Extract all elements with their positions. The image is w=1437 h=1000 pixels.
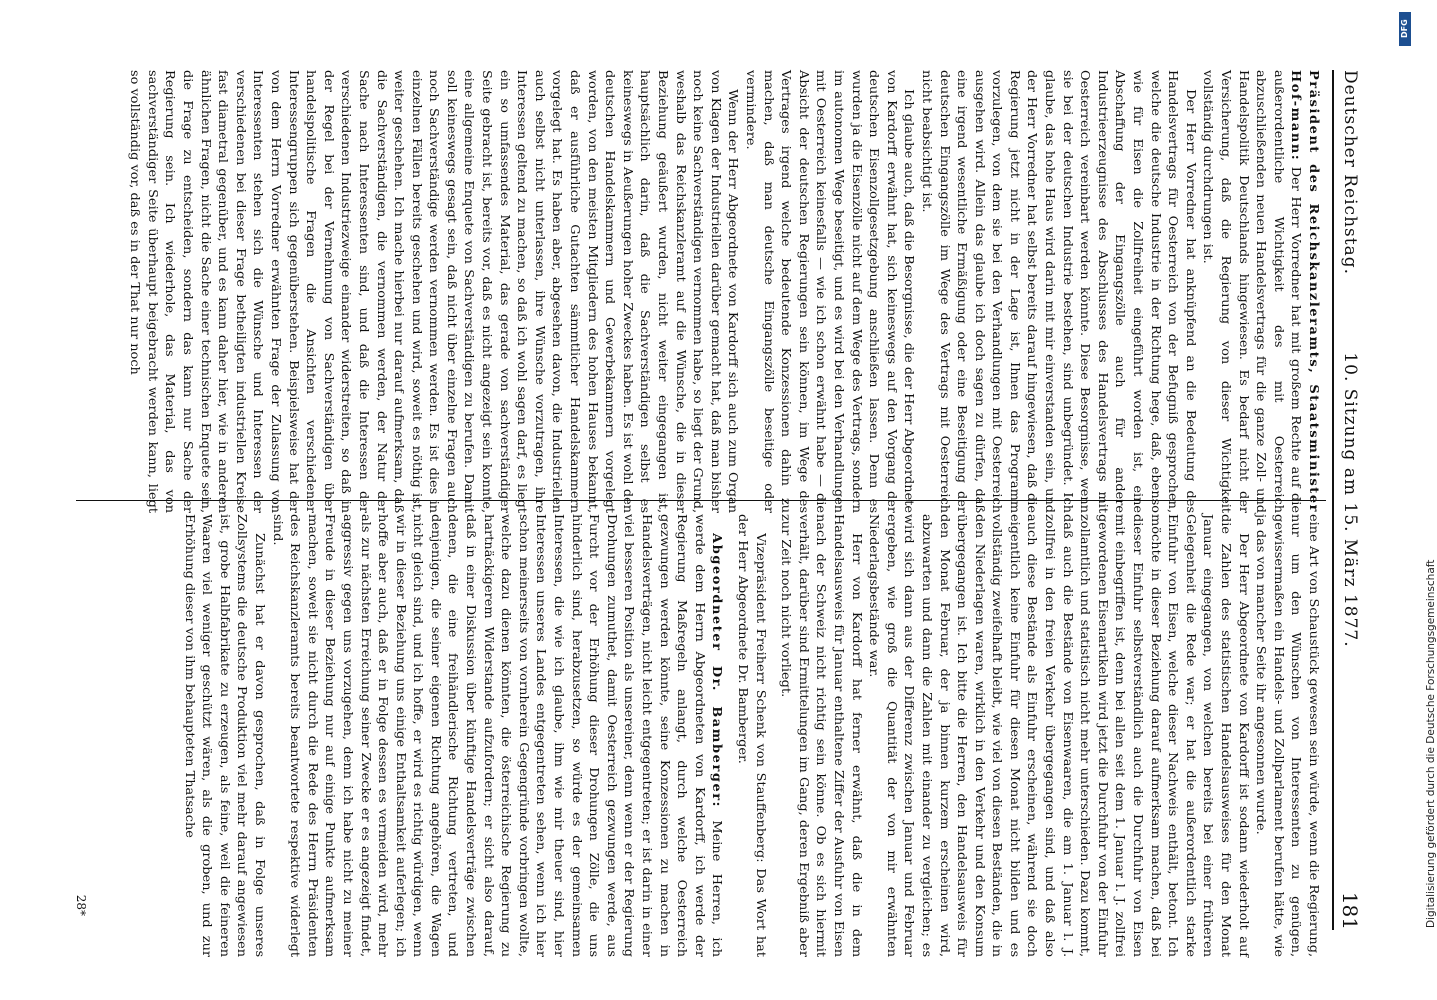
paragraph-text: Ich glaube auch, daß die Besorgnisse, die der Herr Abgeordnete von Kardorff erwähnt hat, sich keineswegs auf den Vorgang der deutschen Eisenzollgesetzgebung anschließen lassen. Denn es wurden ja die Eisenzölle nicht auf dem Wege des Vertrags, sondern im autonomen Wege beseitigt, und es wird bei den Verhandlungen mit Oesterreich keinesfalls — wie ich schon erwähnt habe — die Absicht der deutschen Regierungen sein können, im Wege des Vertrages irgend welche bedeutende Konzessionen dahin zu machen, daß man deutsche Eingangszölle beseitige oder vermindere.: [744, 70, 917, 514]
paragraph: [268, 514, 725, 957]
paragraph-text: Wenn der Herr Abgeordnete von Kardorff sich auch zum Organ von Klagen der Industriellen darüber gemacht hat, daß man bisher noch keine Sachverständigen vernommen habe, so liegt der Grund, weshalb das Reichskanzleramt auf die Wünsche, die in dieser Beziehung geäußert wurden, nicht weiter eingegangen ist, hauptsächlich darin, daß die Sachverständigen selbst es keineswegs in Aeußerungen hoher Zweckes haben. Es ist wohl den deutschen Handelskammern und Gewerbekammern vorgelegt worden, von den meisten Mitgliedern des hohen Hauses bekannt, daß er ausführliche Gutachten sämmtlicher Handelskammern vorgelegt hat. Es haben aber, abgesehen davon, die Industriellen auch selbst nicht unterlassen, ihre Wünsche vorzutragen, ihre Interessen geltend zu machen, so daß ich wohl sagen darf, es liegt ein so umfassendes Material, das gerade von sachverständiger Seite gebracht ist, bereits vor, daß es nicht angezeigt sein konnte, eine allgemeine Enquete von Sachverständigen zu berufen. Damit soll keineswegs gesagt sein, daß nicht über einzelne Fragen auch noch Sachverständige werden vernommen werden. Es ist dies in einzelnen Fällen bereits geschehen und wird, soweit es nöthig ist, weiter geschehen. Ich mache hierbei nur darauf aufmerksam, daß die Sachverständigen, die vernommen werden, der Natur der Sache nach Interessenten sind, und daß die Interessen der verschiedenen Industriezweige einander widerstreiten, so daß in der Regel bei der Vernehmung von Sachverständigen über handelspolitische Fragen die Ansichten verschiedener Interessengruppen sich gegenüberstehen. Beispielsweise hat der von dem Herrn Vorredner erwähnten Frage der Zulassung von Interessenten stehen sich die Wünsche und Interessen der verschiedenen bei dieser Frage betheiligten industriellen Kreise fast diametral gegenüber, und es kann daher hier, wie in anderen ähnlichen Fragen, nicht die Sache einer technischen Enquete sein, die Frage zu entscheiden, sondern das kann nur Sache der Regierung sein. Ich wiederhole, das Material, das von sachverständiger Seite überhaupt beigebracht werden kann, liegt so vollständig vor, daß es in der That nur noch: [128, 70, 741, 514]
column-divider: [76, 500, 1326, 501]
header-session: 10. Sitzung am 15. März 1877.: [1340, 352, 1360, 648]
paragraph: [126, 70, 742, 513]
right-column: [82, 514, 1322, 957]
paragraph: [917, 70, 1199, 513]
spacer: [769, 514, 777, 957]
paragraph-text: Herr von Kardorff hat ferner erwähnt, daß die in dem Handelsausweis für Januar enthaltene Ziffer der Ausfuhr von Eisen nach der Schweiz nicht richtig sein könne. Ob es sich hiermit verhält, darüber sind Ermittelungen im Gang, deren Ergebniß aber zur Zeit noch nicht vorliegt.: [779, 514, 864, 958]
paragraph: [1199, 70, 1322, 513]
speaker-name: Abgeordneter Dr. Bamberger:: [710, 533, 725, 809]
paragraph-text: Der Herr Vorredner hat anknüpfend an die Bedeutung des Handelsvertrags für Oesterreich von der Befugniß gesprochen, welche die deutsche Industrie in der Richtung hege, daß, ebenso wie für Eisen die Zollfreiheit eingeführt worden ist, eine Abschaffung der Eingangszölle auch für andere Industrieerzeugnisse des Abschlusses des Handelsvertrags mit Oesterreich vereinbart werden könnte. Diese Besorgnisse, wenn sie bei der deutschen Industrie bestehen, sind unbegründet. Ich glaube, das hohe Haus wird darin mit mir einverstanden sein, und der Herr Vorredner hat selbst bereits darauf hingewiesen, daß die Regierung jetzt nicht in der Lage ist, Ihnen das Programm vorzulegen, von dem sie bei den Verhandlungen mit Oesterreich ausgehen wird. Allein das glaube ich doch sagen zu dürfen, daß eine irgend wesentliche Ermäßigung oder eine Beseitigung der deutschen Eingangszölle im Wege des Vertrags mit Oesterreich nicht beabsichtigt ist.: [919, 70, 1198, 514]
paragraph: [777, 514, 865, 957]
signature-mark: 28*: [74, 894, 88, 916]
paragraph-text: Der Herr Vorredner hat mit großem Rechte auf die außerordentliche Wichtigkeit des mit Oesterreich abzuschließenden neuen Handelsvertrags für die ganze Zoll- und Handelspolitik Deutschlands hingewiesen. Es bedarf nicht der Versicherung, daß die Regierung von dieser Wichtigkeit vollständig durchdrungen ist.: [1201, 70, 1304, 514]
paragraph: [733, 514, 768, 957]
digitization-credit: [1395, 8, 1437, 992]
paragraph-text: Der Herr Abgeordnete von Kardorff ist sodann wiederholt auf die Zahlen des statistischen Handelsausweises für den Monat Januar eingegangen, von welchen bereits bei einer früheren Gelegenheit die Rede war; er hat die außerordentlich starke Einfuhr von Eisen, welche dieser Nachweis enthält, betont. Ich möchte in dieser Beziehung darauf aufmerksam machen, daß bei dieser Einfuhr selbstverständlich auch die Durchfuhr von Eisen mit einbegriffen ist, denn bei allen seit dem 1. Januar l. J. zollfrei gewordenen Eisenartikeln wird jetzt die Durchfuhr von der Einfuhr zollamtlich und statistisch nicht mehr unterschieden. Dazu kommt, daß auch die Bestände von Eisenwaaren, die am 1. Januar l. J. zollfrei in den freien Verkehr übergegangen sind, und daß also auch diese Bestände als Einfuhr erscheinen, während sie doch eigentlich keine Einfuhr für diesen Monat nicht bilden und es vollständig zweifelhaft bleibt, wie viel von diesen Beständen, die in den Niederlagen waren, wirklich in den Verkehr und den Konsum übergegangen ist. Ich bitte die Herren, den Handelsausweis für den Monat Februar, der ja binnen kurzem erscheinen wird, abzuwarten und dann die Zahlen mit einander zu vergleichen; es wird sich dann aus der Differenz zwischen Januar und Februar ergeben, wie groß die Quantität der von mir erwähnten Niederlagsbestände war.: [867, 514, 1251, 958]
left-column: [82, 70, 1322, 513]
paragraph-text: Meine Herren, ich werde dem Herrn Abgeordneten von Kardorff, ich werde der Regierung Maßregeln anlangt, durch welche Oesterreich gezwungen werden könnte, seine Konzessionen zu machen in Handelsverträgen, nicht leicht entgegentreten; er ist darin in einer viel besseren Position als unsereiner, denn wenn er der Regierung Drohungen zumuthet, damit Oesterreich gezwungen werde, aus Furcht vor der Erhöhung dieser Drohungen Zölle, die uns hinderlich sind, herabzusetzen, so würde es der gemeinsamen Interessen, die wie ich glaube, ihm wie mir theuer sind, hier Interessen unseres Landes entgegentreten sehen, wenn ich hier schon meinerseits von vornherein Gegengründe vorbringen wollte, welche dazu dienen könnten, die österreichische Regierung zu hartnäckigerem Widerstande aufzufordern; er sicht also darauf, daß in einer Diskussion über künftige Handelsverträge zwischen denen, die eine freihändlerische Richtung vertreten, und denjenigen, die seiner eigenen Richtung angehören, die Wagen nicht gleich sind, und ich hoffe, er wird es richtig würdigen, wenn wir in dieser Beziehung uns einige Enthaltsamkeit auferlegen; ich hoffe aber auch, daß er in Folge dessen es vermeiden wird, mehr als zur nächsten Erreichung seiner Zwecke er es angezeigt findet, aggressiv gegen uns vorzugehen, denn ich habe nicht zu meiner Freude in dieser Beziehung nur auf einige Punkte aufmerksam machen, soweit sie nicht durch die Rede des Herrn Präsidenten des Reichskanzleramts bereits beantwortete respektive widerlegt sind.: [270, 514, 725, 958]
paragraph-text: Zunächst hat er davon gesprochen, daß in Folge unseres Zollsystems die deutsche Produktion viel mehr darauf angewiesen ist, grobe Halbfabrikate zu erzeugen, als feine, weil die feineren Waaren viel weniger geschützt wären, als die groben, und zur Erhöhung dieser von ihm behaupteten Thatsache: [182, 514, 267, 958]
paragraph-text: Vizepräsident Freiherr Schenk von Stauffenberg: Das Wort hat der Herr Abgeordnete Dr. Bamberger.: [736, 514, 768, 958]
spacer: [725, 514, 733, 957]
document-page: [46, 30, 1386, 970]
speaker-name: Präsident des Reichskanzleramts, Staatsminister Hof-mann:: [1289, 70, 1321, 514]
page-number: 181: [1338, 891, 1362, 930]
page-header: [1332, 70, 1368, 930]
credit-text: Digitalisierung gefördert durch die Deutsche Forschungsgemeinschaft: [1425, 559, 1437, 928]
paragraph: [180, 514, 268, 957]
dfg-logo: DFG: [1399, 12, 1411, 46]
paragraph: [865, 514, 1252, 957]
paragraph: [741, 70, 917, 513]
paragraph: [1252, 514, 1322, 957]
paragraph-text: eine Art von Schaustück gewesen sein würde, wenn die Regierung, nur um den Wünschen von Interessenten zu genügen, gewissermaßen ein Handels- und Zollparlament berufen hätte, wie ja das von mancher Seite ihr angesonnen wurde.: [1254, 514, 1321, 958]
header-publication: Deutscher Reichstag.: [1340, 70, 1360, 275]
